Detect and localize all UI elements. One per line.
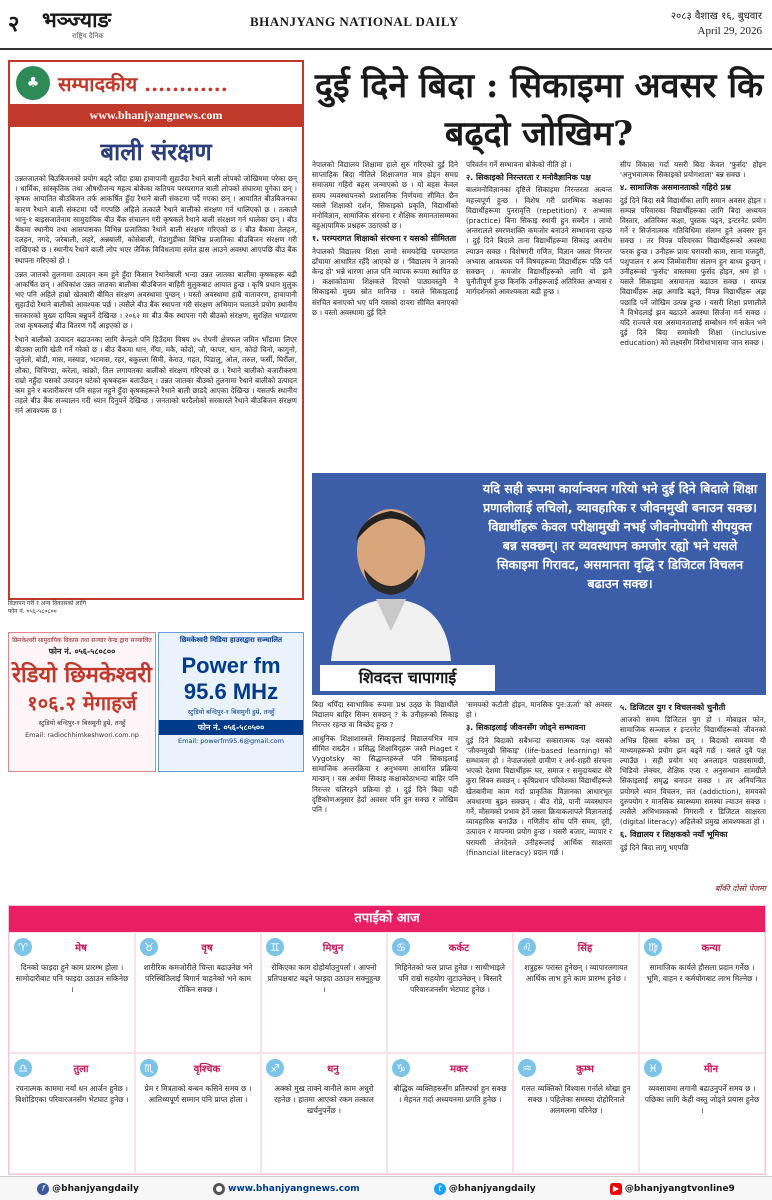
zodiac-icon: ♍ (644, 938, 662, 956)
horoscope-grid (9, 932, 765, 1174)
author-name: शिवदत्त चापागाई (320, 665, 495, 691)
ad-notice-line: फोन नं. ०५६-५८०८०० (8, 608, 57, 615)
article-paragraph: परिवर्तन गर्ने सम्भावना बोकेको नीति हो । (466, 160, 572, 169)
zodiac-icon: ♏ (140, 1059, 158, 1077)
zodiac-text: रचनात्मक काममा नयाँ धन आर्जन हुनेछ । बिशोडिएका परिवारजनसँग भेटघाट हुनेछ । (15, 1084, 129, 1104)
article-column-1b (312, 700, 458, 880)
powerfm-ad[interactable] (158, 632, 304, 772)
article-subheading: ४. सामाजिक असमानताको गहिरो प्रश्न (620, 183, 731, 193)
article-subheading: ६. विद्यालय र शिक्षकको नयाँ भूमिका (620, 830, 728, 840)
article-subheading: २. सिकाइको निरन्तरता र मनोवैज्ञानिक पक्ष (466, 173, 591, 183)
footer-youtube-handle: @bhanjyangtvonline9 (624, 1183, 735, 1194)
zodiac-icon: ♒ (518, 1059, 536, 1077)
page-header (0, 0, 772, 50)
horoscope-cell (639, 1053, 765, 1174)
article-column-3b (620, 700, 766, 880)
horoscope-cell (387, 1053, 513, 1174)
zodiac-text: अक्को मुख ताक्ने बानीले काम अधुरो रहनेछ । हातमा आएको रकम तत्काल खर्चनुपर्नेछ । (274, 1084, 374, 1115)
article-paragraph: दुई दिने बिदा सबै विद्यार्थीका लागि समान अवसर होइन । सम्पन्न परिवारका विद्यार्थीहरूका लागि बिदा अध्ययन विस्तार, अतिरिक्त कक्षा, पुस्तक पढ्न, इन्टरनेट प्रयोग गर्ने र सिर्जनात्मक गतिविधिमा संलग्न हुने अवसर हुन सक्छ । तर विपन्न परिवारका विद्यार्थीहरूको अवस्था फरक हुन्छ । उनीहरू प्रायः घरायसी काम, साना मजदुरी, पशुपालन र अन्य जिम्मेवारीमा संलग्न हुन बाध्य हुन्छन् । उनीहरूको 'फुर्सद' वास्तवमा फुर्सद होइन, श्रम हो । यसले सिकाइमा असमानता बढाउन सक्छ । सम्पन्न विद्यार्थीहरू अझ अगाडि बढ्ने, विपन्न विद्यार्थीहरू अझ पछाडि पर्ने जोखिम उत्पन्न हुन्छ । यसरी शिक्षा प्रणालीले नै विभेदलाई झन बढाउने अवस्था सिर्जना गर्न सक्छ । यदि राज्यले यस असमानतालाई सम्बोधन गर्न सकेन भने दुई दिने बिदा समावेशी शिक्षा (inclusive education) को लक्ष्यसँग विरोधाभासमा जान सक्छ । (620, 195, 766, 348)
article-subheading: ३. सिकाइलाई जीवनसँग जोड्ने सम्भावना (466, 723, 586, 733)
radio-ad-email: Email: radiochhimkeshwori.com.np (25, 731, 139, 739)
zodiac-text: रोकिएका काम दोहोर्याउनुपर्ला । आफ्नो प्रतिपक्षबाट बढ्ने फाइदा उठाउन सक्नुहुन्छ । (267, 963, 381, 994)
horoscope-cell (135, 932, 261, 1053)
footer-facebook-handle: @bhanjyangdaily (52, 1183, 139, 1194)
article-paragraph: दुई दिने बिदाको सबैभन्दा सकारात्मक पक्ष यसको 'जीवनमुखी सिकाइ' (life-based learning) को सम्भावना हो । नेपालजस्तो ग्रामीण र अर्ध-शहरी संरचना भएको देशमा विद्यार्थीहरू घर, समाज र समुदायबाट धेरै कुरा सिक्न सक्छन् । कृषिप्रधान परिवेशका विद्यार्थीहरूले खेतबारीमा काम गर्दा प्राकृतिक विज्ञानका आधारभूत अवधारणा बुझ्न सक्छन् । बीउ रोप्ने, पानी व्यवस्थापन गर्ने, मौसमको प्रभाव हेर्ने जस्ता क्रियाकलापले विज्ञानलाई व्यावहारिक बनाउँछ । गणितीय सोच पनि समय, दूरी, उत्पादन र मापनमा प्रयोग हुन्छ । यसरी बजार, व्यापार र घरायसी लेनदेनले उनीहरूलाई आर्थिक साक्षरता (financial literacy) प्रदान गर्छ । (466, 735, 612, 857)
radio-ad-address: स्टुडियो बन्दिपुर-१ बिसमुनी डुम्रे, तनहुँ (38, 719, 126, 727)
editorial-title: सम्पादकीय ............ (58, 71, 228, 96)
editorial-paragraph: रैथाने बालीको उत्पादन बढाउनका लागि केन्द्रले पनि हिउँदमा विषय ४५ रोपनी क्षेत्रफल जमिन भाँडामा लिएर बीउका लागि खेती गर्ने गरेको छ । बीउ बैंकमा धान, गेँया, मकै, कोदो, जौ, फापर, धान, कोदो चिनो, कागुनो, जुनेलो, बोडी, मास, मस्याङ, भटमास, रहर, बकुल्ला सिमी, केराउ, गहत, पिडालु, ओल, तरुल, फर्सी, घिरौंला, लौका, चिचिण्डा, करेला, कांक्रो, तिल लगायतका बालीको संरक्षण गरिएको छ । रैथाने बालीको बजारीकरण राम्रो नहुँदा यसको उत्पादन घटेको कृषकहरू बताउँछन् । उन्नत जातका बीउको तुलनामा रैथाने बालीको उत्पादन कम हुने र बजारीकरण पनि सहज नहुने हुँदा कृषकहरूले रैथाने बाली छाडदै आएका देखिन्छ । यसतर्फ स्थानीय तहले बीउ बैंक सञ्चालन गरी ध्यान दिनुपर्ने देखिन्छ । जनताको घरदैलोको सरकारले रैथाने बीउबिजन संरक्षण गर्न आवश्यक छ । (15, 335, 297, 416)
zodiac-icon: ♈ (14, 938, 32, 956)
zodiac-name: मकर (450, 1064, 468, 1075)
editorial-paragraph: उन्नत जातको तुलनामा उत्पादन कम हुने हुँदा किसान रैथानेबाली भन्दा उन्नत जातका बालीमा कृषकहरू बढी आकर्षित छन् । अधिकांश उन्नत जातका बालीका बीउबिजन बाहिरी मुलुकबाट आयात हुन्छ । कृषि प्रधान मुलुक भए पनि अहिले हाम्रो खेतबारी बीमित संरक्षण अवस्थामा पुग्छन् । यस्तो अवस्थामा हाम्रै वातावरण, हावापानी सुहाउँदो रैथाने बालीको आवश्यक पर्छ । त्यसैले बीउ बैंक स्थापना गरी संरक्षण अभियान चलाउने प्रयोग स्थानीय सरकारको मुख्य दायित्व बन्नुपर्ने देखिन्छ । २०६२ मा बीउ बैंक स्थापना गरी बीउको संरक्षण, सुरक्षित भण्डारण तथा कृषकलाई बीउ वितरण गर्दै आइएको छ । (15, 269, 297, 330)
horoscope-cell (387, 932, 513, 1053)
zodiac-name: तुला (73, 1064, 89, 1075)
footer-twitter[interactable] (434, 1183, 536, 1195)
horoscope-cell-header (644, 1057, 760, 1079)
horoscope-cell-header (140, 1057, 256, 1079)
article-column-3 (620, 160, 766, 472)
logo-subtitle: राष्ट्रिय दैनिक (72, 32, 104, 40)
zodiac-icon: ♉ (140, 938, 158, 956)
horoscope-cell-header (14, 1057, 130, 1079)
powerfm-ad-top: छिमकेश्वरी मिडिया हाउसद्वारा सञ्चालित (179, 636, 283, 644)
radio-ad-top: छिमकेश्वरी सामुदायिक विकास तथा सञ्चार केन्द्र द्वारा सञ्चालित (12, 637, 152, 644)
horoscope-section (8, 905, 766, 1175)
editorial-subtitle: बाली संरक्षण (100, 137, 212, 166)
editorial-box (8, 60, 304, 600)
zodiac-icon: ♊ (266, 938, 284, 956)
zodiac-text: शत्रुहरू परास्त हुनेछन् । व्यापारलगायत आर्थिक लाभ हुने काम प्रारम्भ हुनेछ । (524, 963, 628, 983)
page-footer (0, 1176, 772, 1200)
horoscope-cell (513, 1053, 639, 1174)
twitter-icon: t (434, 1183, 446, 1195)
article-paragraph: बालमनोविज्ञानका दृष्टिले सिकाइमा निरन्तरता अत्यन्त महत्त्वपूर्ण हुन्छ । विशेष गरी प्रारम्भिक कक्षाका विद्यार्थीहरूमा पुनरावृत्ति (repetition) र अभ्यास (practice) बिना सिकाइ स्थायी हुन सक्दैन । लामो अन्तरालले स्मरणशक्ति कमजोर बनाउने सम्भावना रहन्छ । दुई दिने बिदाले ताना विद्यार्थीहरूमा सिकाइ अवरोध ल्याउन सक्छ । विशेषगरी गणित, विज्ञान जस्ता निरन्तर अभ्यास आवश्यक पर्ने विषयहरूमा विद्यार्थीहरू पछि पर्न सक्छन् । कमजोर विद्यार्थीहरूको लागि यो झनै चुनौतीपूर्ण हुन्छ किनकि उनीहरूलाई अतिरिक्त अभ्यास र मार्गदर्शनको आवश्यकता बढी हुन्छ । (466, 185, 612, 297)
horoscope-cell-header (644, 936, 760, 958)
zodiac-name: वृश्चिक (193, 1064, 221, 1075)
powerfm-ad-frequency: 95.6 MHz (183, 679, 279, 704)
date-nepali: २०८३ वैशाख १६, बुधवार (670, 11, 762, 22)
horoscope-cell-header (266, 936, 382, 958)
footer-youtube[interactable] (610, 1183, 735, 1195)
zodiac-name: वृष (201, 943, 213, 954)
continued-note: बाँकी दोस्रो पेजमा (714, 884, 766, 893)
article-column-1 (312, 160, 458, 472)
article-paragraph: सीप विकास गर्दा यसरी बिदा केवल 'फुर्सद' होइन 'अनुभवात्मक सिकाइको प्रयोगशाला' बन्न सक्छ । (620, 160, 766, 180)
zodiac-text: बौद्धिक व्यक्तिहरूसँग प्रतिस्पर्धा हुन सक्छ । मेहनत गर्दा अध्ययनमा प्रगति हुनेछ । (393, 1084, 507, 1104)
article-paragraph: 'समयको कटौती होइन, मानसिक पुन:ऊर्जा' को अवसर हो । (466, 700, 612, 720)
horoscope-cell-header (392, 1057, 508, 1079)
zodiac-name: कन्या (701, 943, 721, 954)
zodiac-text: शारीरिक कमजोरीले चिन्ता बढाउनेछ भने परिस्थितिलाई बिगार्न चाहनेको भने काम रोकिन सक्छ । (143, 963, 253, 994)
ad-notice-line: विज्ञापन गरी र अन्य विकासको लागि (8, 600, 87, 607)
radio-ad-name: रेडियो छिमकेश्वरी (11, 662, 153, 688)
zodiac-text: दिनको फाइदा हुने काम प्रारम्भ होला । सामोदारीबाट पनि फाइदा उठाउन सकिनेछ । (15, 963, 129, 994)
ad-notice (8, 600, 304, 630)
powerfm-ad-email: Email: powerfm95.6@gmail.com (178, 737, 284, 745)
editorial-body (10, 174, 302, 417)
zodiac-text: प्रेम र मित्रताको बन्धन कसिने समय छ । आतिथ्यपूर्ण सम्मान पनि प्राप्त होला । (144, 1084, 252, 1104)
zodiac-text: व्यवसायमा लगानी बढाउनुपर्ने समय छ । पछिका लागि केही वस्तु जोड्ने प्रयास हुनेछ । (644, 1084, 760, 1115)
powerfm-ad-name: Power fm (181, 653, 281, 678)
horoscope-cell (261, 932, 387, 1053)
horoscope-cell (9, 932, 135, 1053)
zodiac-name: मेष (75, 943, 87, 954)
editorial-paragraph: उन्नतजातको बिउबिजनको प्रयोग बढ्दै जाँदा हाम्रा हावापानी सुहाउँदा रैथाने बाली लोपको जोखिममा परेका छन् । धार्मिक, सांस्कृतिक तथा औषधीजन्य महत्व बोकेका कतिपय परम्परागत बाली लोपको संघारमा पुगेका छन् । कृषक आयातित बीउबिजन तर्फ आकर्षित हुँदा रैथाने बाली संकटमा पर्दै गएका छन् । आयातित बीउबिजनका कारण रैथाने बाली संकटमा पर्दै गएपछि अहिले तत्कालै रैथाने बालीको संरक्षण गर्न थालिएको छ । तत्कालै भानु-१ बाइसजातेनाम सामुदायिक बीउ बैंक संचालन गरी कृषकले रैथाने बाली संरक्षण गर्न थालेका छन् । बीउ बैंकमा स्थानीय तथा आसपासका विभिन्न प्रजातिका रैथाने बाली संरक्षण गरिएको छ । बीउ बैंकमा तेलहन, दलहन, नगदे, जरेबाली, लहरे, अन्नबाली, कोसेबाली, गेडागुडीका विभिन्न प्रजातिका बीउबिजन संरक्षण गरी राखिएको छ । स्थानीय रैथाने बाली लोप भएर जैविक विविधतामा समेत ह्रास आउने अवस्था आएपछि बीउ बैंक स्थापना गरिएको हो । (15, 174, 297, 265)
page-number: २ (8, 12, 20, 37)
article-column-2 (466, 160, 612, 472)
zodiac-icon: ♑ (392, 1059, 410, 1077)
article-paragraph: दुई दिने बिदा लागू भएपछि (620, 842, 689, 852)
powerfm-ad-address: स्टुडियो बन्दिपुर-१ बिसमुनी डुम्रे, तनहुँ (187, 708, 275, 716)
horoscope-cell (513, 932, 639, 1053)
article-paragraph: नेपालको विद्यालय शिक्षामा हाले सुरु गरिएको दुई दिने साप्ताहिक बिदा नीतिले शिक्षाजगत मात्र होइन समग्र समाजमा गहिरो बहस जन्माएको छ । यो बहस केवल समय व्यवस्थापनको प्रशासनिक निर्णयमा सीमित छैन यसले शिक्षाको दर्शन, सिकाइको प्रकृति, विद्यार्थीको मनोविज्ञान, सामाजिक संरचना र शैक्षिक समानतासम्मका बहुआयामिक प्रश्नहरू उठाएको छ । (312, 160, 458, 231)
horoscope-cell-header (14, 936, 130, 958)
article-paragraph: आजको समय डिजिटल युग हो । मोबाइल फोन, सामाजिक सञ्जाल र इन्टरनेट विद्यार्थीहरूको जीवनको अभिन्न हिस्सा बनेका छन् । बिदाको समयमा यी माध्यमहरूको प्रयोग झन बढ्ने गर्छ । यसले दुवै पक्ष ल्याउँछ । सही प्रयोग भए अनलाइन पाठ्यसामग्री, भिडियो लेक्चर, शैक्षिक एप्स र अनुसन्धान सामग्रीले सिकाइलाई समृद्ध बनाउन सक्छ । तर अनियन्त्रित प्रयोगले ध्यान विचलन, लत (addiction), समयको दुरुपयोग र मानसिक स्वास्थ्यमा समस्या ल्याउन सक्छ । त्यसैले अभिभावकको निगरानी र डिजिटल साक्षरता (digital literacy) अहिलेको प्रमुख आवश्यकता हो । (620, 715, 766, 827)
article-column-2b (466, 700, 612, 880)
footer-website[interactable] (213, 1183, 360, 1195)
globe-icon: ● (213, 1183, 225, 1195)
footer-url: www.bhanjyangnews.com (228, 1183, 360, 1194)
zodiac-icon: ♐ (266, 1059, 284, 1077)
editorial-header (10, 62, 302, 104)
zodiac-icon: ♓ (644, 1059, 662, 1077)
youtube-icon: ▶ (610, 1183, 622, 1195)
zodiac-text: गलत व्यक्तिको विश्वास गर्नाले धोखा हुन सक्छ । पहिलेका समस्या दोहोरिनाले अलमलमा परिनेछ । (521, 1084, 631, 1115)
zodiac-name: सिंह (577, 943, 593, 954)
zodiac-icon: ♋ (392, 938, 410, 956)
horoscope-title: तपाईंको आज (9, 906, 765, 932)
pull-quote-text: यदि सही रूपमा कार्यान्वयन गरियो भने दुई दिने बिदाले शिक्षा प्रणालीलाई लचिलो, व्यावहारिक र जीवनमुखी बनाउन सक्छ। विद्यार्थीहरू केवल परीक्षामुखी नभई जीवनोपयोगी सीपयुक्त बन्न सक्छन्। तर व्यवस्थापन कमजोर रह्यो भने यसले सिकाइमा गिरावट, असमानता वृद्धि र डिजिटल विचलन बढाउन सक्छ। (482, 481, 758, 591)
article-subheading: ५. डिजिटल युग र विचलनको चुनौती (620, 703, 726, 712)
footer-twitter-handle: @bhanjyangdaily (448, 1183, 536, 1194)
radio-ad-frequency: १०६.२ मेगाहर्ज (27, 691, 137, 715)
zodiac-icon: ♌ (518, 938, 536, 956)
footer-facebook[interactable] (37, 1183, 139, 1195)
horoscope-cell-header (266, 1057, 382, 1079)
horoscope-cell-header (518, 936, 634, 958)
editorial-url[interactable]: www.bhanjyangnews.com (10, 104, 302, 127)
zodiac-name: मीन (703, 1064, 719, 1075)
zodiac-name: मिथुन (322, 943, 344, 954)
tree-icon: ♣ (16, 66, 50, 100)
article-paragraph: आधुनिक शिक्षाशास्त्रले सिकाइलाई विद्यालयभित्र मात्र सीमित राख्दैन । प्रसिद्ध शिक्षाविद्हरू जस्तै Piaget र Vygotsky का सिद्धान्तहरूले पनि सिकाइलाई सामाजिक अन्तरक्रिया र अनुभवमा आधारित प्रक्रिया मान्छन् । यस अर्थमा सिकाइ कक्षाकोठाभन्दा बाहिर पनि निरन्तर चलिरहने प्रक्रिया हो । दुई दिने बिदा यही दृष्टिकोणअनुसार हेर्दा अवसर पनि हुन सक्छ र जोखिम पनि । (312, 733, 458, 815)
zodiac-name: कुम्भ (576, 1064, 594, 1075)
horoscope-cell-header (518, 1057, 634, 1079)
facebook-icon: f (37, 1183, 49, 1195)
date-english: April 29, 2026 (697, 25, 762, 37)
zodiac-text: मिहिनेतको फल प्राप्त हुनेछ । साथीभाइले पनि राम्रो सहयोग जुटाउनेछन् । बिस्तारै परिवारजनसँग भेटघाट हुनेछ । (394, 963, 506, 994)
radio-ad-phone: फोन नं. ०५६-५८०८०० (48, 647, 116, 656)
article-subheading: १. परम्परागत शिक्षाको संरचना र यसको सीमितता (312, 234, 457, 244)
article-headline: दुई दिने बिदा : सिकाइमा अवसर कि बढ्दो जोखिम? (314, 66, 764, 154)
horoscope-cell (135, 1053, 261, 1174)
horoscope-cell (9, 1053, 135, 1174)
horoscope-cell-header (392, 936, 508, 958)
article-paragraph: नेपालको विद्यालय शिक्षा लामो समयदेखि परम्परागत ढाँचामा आधारित रहँदै आएको छ । 'विद्यालय ने ज्ञानको केन्द्र हो' भन्ने धारणा आज पनि व्यापक रूपमा स्थापित छ । कक्षाकोठामा शिक्षकले दिएको पाठ्यवस्तुमै नै सिकाइको मुख्य स्रोत मानिन्छ । यसले सिकाइलाई संरचित बनाएको भए पनि यसको दायरा सीमित बनाएको छ । यस्तो अवस्थामा दुई दिने (312, 246, 458, 317)
pull-quote (312, 473, 766, 695)
author-portrait (316, 491, 466, 661)
zodiac-icon: ♎ (14, 1059, 32, 1077)
zodiac-name: धनु (327, 1064, 339, 1075)
logo: भञ्ज्याङ (42, 7, 111, 32)
horoscope-cell (261, 1053, 387, 1174)
radio-ad[interactable] (8, 632, 156, 772)
horoscope-cell-header (140, 936, 256, 958)
zodiac-text: सामाजिक कार्यले हौसला प्रदान गर्नेछ । भूमि, वाहन र कर्मयोगबाट लाभ मिल्नेछ । (646, 963, 758, 983)
horoscope-cell (639, 932, 765, 1053)
paper-name: BHANJYANG NATIONAL DAILY (250, 14, 459, 29)
zodiac-name: कर्कट (448, 943, 470, 954)
article-paragraph: बिदा थपिँदा स्वाभाविक रूपमा प्रश्न उठ्छ के विद्यार्थीले विद्यालय बाहिर सिक्न सक्छन् ? के उनीहरूको सिकाइ निरन्तर रहन्छ वा विच्छेद हुन्छ ? (312, 700, 458, 730)
powerfm-ad-phone: फोन नं. ०५६-५८०५०० (159, 720, 303, 735)
